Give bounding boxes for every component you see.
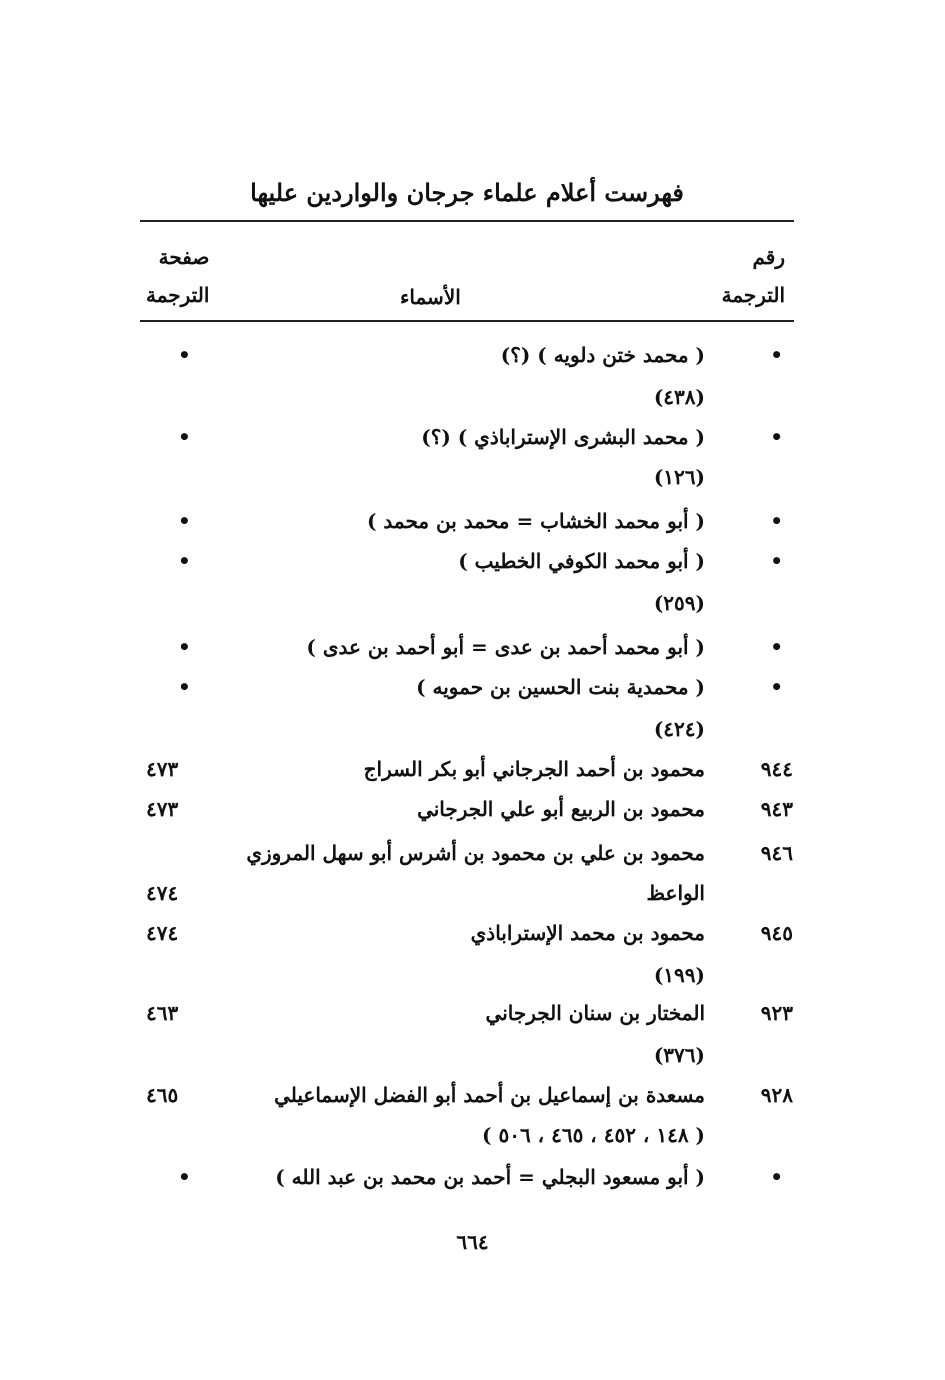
header-page-line2: الترجمة xyxy=(146,283,210,307)
header-number-line1: رقم xyxy=(752,245,785,269)
entry-name: (٤٢٤) xyxy=(653,717,705,741)
entry-number: ٩٤٤ xyxy=(760,757,793,781)
entry-page: • xyxy=(178,549,191,573)
header-page-line1: صفحة xyxy=(158,245,210,269)
page-number: ٦٦٤ xyxy=(456,1230,489,1254)
entry-name: (١٢٦) xyxy=(653,465,705,489)
header-number-line2: الترجمة xyxy=(721,283,785,307)
entry-number: • xyxy=(770,343,783,367)
entry-number: • xyxy=(770,549,783,573)
entry-name: الواعظ xyxy=(646,881,705,905)
page-title: فهرست أعلام علماء جرجان والواردين عليها xyxy=(250,178,684,207)
entry-page: • xyxy=(178,675,191,699)
entry-number: • xyxy=(770,675,783,699)
entry-number: • xyxy=(770,425,783,449)
entry-number: ٩٢٣ xyxy=(760,1001,793,1025)
entry-number: • xyxy=(770,635,783,659)
entry-name: محمود بن أحمد الجرجاني أبو بكر السراج xyxy=(363,757,705,781)
entry-name: محمود بن محمد الإستراباذي xyxy=(470,921,705,945)
entry-name: مسعدة بن إسماعيل بن أحمد أبو الفضل الإسماعيلي xyxy=(274,1083,705,1107)
entry-name: ( أبو محمد أحمد بن عدى = أبو أحمد بن عدى ) xyxy=(306,635,705,659)
entry-name: ( محمد البشرى الإستراباذي ) (؟) xyxy=(421,425,705,449)
entry-name: ( أبو محمد الكوفي الخطيب ) xyxy=(458,549,705,573)
entry-name: ( محمدية بنت الحسين بن حمويه ) xyxy=(416,675,705,699)
entry-name: ( ١٤٨ ، ٤٥٢ ، ٤٦٥ ، ٥٠٦ ) xyxy=(482,1123,705,1147)
header-number xyxy=(722,238,785,314)
top-rule xyxy=(140,220,794,222)
entry-page: • xyxy=(178,509,191,533)
entry-number: ٩٤٣ xyxy=(760,797,793,821)
header-names: الأسماء xyxy=(400,285,461,309)
entry-number: • xyxy=(770,1165,783,1189)
header-rule xyxy=(140,320,794,322)
entry-number: ٩٤٥ xyxy=(760,921,793,945)
entry-page: • xyxy=(178,635,191,659)
entry-name: (١٩٩) xyxy=(653,963,705,987)
entry-name: ( أبو محمد الخشاب = محمد بن محمد ) xyxy=(366,509,705,533)
entry-page: • xyxy=(178,1165,191,1189)
entry-number: ٩٢٨ xyxy=(760,1083,793,1107)
entry-name: المختار بن سنان الجرجاني xyxy=(485,1001,705,1025)
entry-page: ٤٧٤ xyxy=(146,881,179,905)
entry-page: ٤٧٣ xyxy=(146,757,179,781)
entry-page: ٤٧٣ xyxy=(146,797,179,821)
entry-page: ٤٦٥ xyxy=(146,1083,179,1107)
entry-name: (٢٥٩) xyxy=(653,591,705,615)
entry-name: (٣٧٦) xyxy=(653,1043,705,1067)
entry-name: محمود بن الربيع أبو علي الجرجاني xyxy=(417,797,705,821)
entry-number: • xyxy=(770,509,783,533)
entry-name: ( محمد ختن دلويه ) (؟) xyxy=(500,343,705,367)
entry-number: ٩٤٦ xyxy=(760,841,793,865)
entry-page: ٤٦٣ xyxy=(146,1001,179,1025)
entry-page: ٤٧٤ xyxy=(146,921,179,945)
entry-name: محمود بن علي بن محمود بن أشرس أبو سهل المروزي xyxy=(246,841,705,865)
entry-page: • xyxy=(178,343,191,367)
entry-name: ( أبو مسعود البجلي = أحمد بن محمد بن عبد الله ) xyxy=(275,1165,705,1189)
entry-page: • xyxy=(178,425,191,449)
entry-name: (٤٣٨) xyxy=(653,385,705,409)
header-page xyxy=(146,238,209,314)
